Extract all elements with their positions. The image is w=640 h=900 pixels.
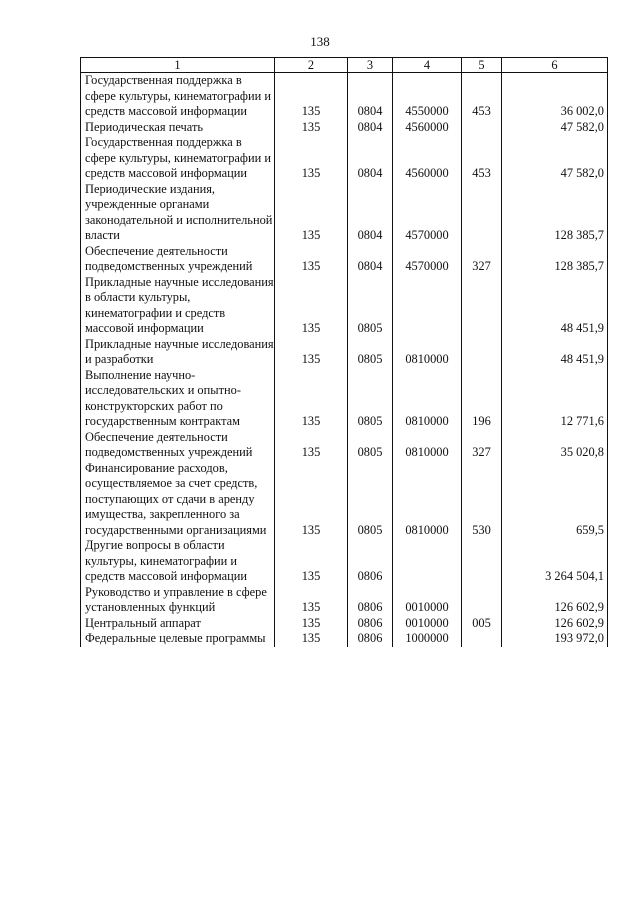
- row-target: [393, 538, 462, 585]
- row-type: [462, 585, 502, 616]
- table-row: [81, 275, 608, 337]
- row-section: 0805: [348, 368, 393, 430]
- row-ministry: 135: [275, 538, 348, 585]
- page-number: 138: [310, 34, 330, 49]
- row-name: Периодическая печать: [81, 120, 275, 136]
- row-type: 005: [462, 616, 502, 632]
- row-type: 196: [462, 368, 502, 430]
- row-ministry: 135: [275, 430, 348, 461]
- row-name: Обеспечение деятельности подведомственных учреждений: [81, 430, 275, 461]
- row-name: Выполнение научно-исследовательских и опытно-конструкторских работ по государственным контрактам: [81, 368, 275, 430]
- row-amount: 193 972,0: [502, 631, 608, 647]
- row-section: 0805: [348, 337, 393, 368]
- row-target: 4550000: [393, 73, 462, 120]
- row-name: Прикладные научные исследования в области культуры, кинематографии и средств массовой информации: [81, 275, 275, 337]
- table-row: [81, 616, 608, 632]
- row-amount: 659,5: [502, 461, 608, 539]
- row-type: [462, 337, 502, 368]
- row-ministry: 135: [275, 244, 348, 275]
- row-section: 0805: [348, 430, 393, 461]
- table-row: [81, 461, 608, 539]
- row-name: Другие вопросы в области культуры, кинематографии и средств массовой информации: [81, 538, 275, 585]
- row-target: 0010000: [393, 616, 462, 632]
- row-name: Прикладные научные исследования и разработки: [81, 337, 275, 368]
- table-row: [81, 631, 608, 647]
- table-row: [81, 538, 608, 585]
- table-row: [81, 73, 608, 120]
- row-ministry: 135: [275, 120, 348, 136]
- header-col-6: 6: [502, 58, 608, 73]
- row-name: Обеспечение деятельности подведомственных учреждений: [81, 244, 275, 275]
- row-section: 0804: [348, 135, 393, 182]
- row-target: 0010000: [393, 585, 462, 616]
- row-type: [462, 538, 502, 585]
- row-target: 0810000: [393, 368, 462, 430]
- row-type: 453: [462, 135, 502, 182]
- row-type: 530: [462, 461, 502, 539]
- row-type: [462, 182, 502, 244]
- row-target: 1000000: [393, 631, 462, 647]
- table-row: [81, 585, 608, 616]
- row-section: 0806: [348, 585, 393, 616]
- table-row: [81, 430, 608, 461]
- row-amount: 48 451,9: [502, 337, 608, 368]
- table-row: [81, 182, 608, 244]
- row-section: 0806: [348, 538, 393, 585]
- row-amount: 47 582,0: [502, 120, 608, 136]
- row-name: Государственная поддержка в сфере культуры, кинематографии и средств массовой информации: [81, 135, 275, 182]
- row-amount: 128 385,7: [502, 244, 608, 275]
- budget-table: [80, 57, 608, 647]
- row-section: 0804: [348, 244, 393, 275]
- row-name: Руководство и управление в сфере установленных функций: [81, 585, 275, 616]
- header-col-1: 1: [81, 58, 275, 73]
- row-amount: 35 020,8: [502, 430, 608, 461]
- header-col-4: 4: [393, 58, 462, 73]
- row-ministry: 135: [275, 585, 348, 616]
- table-row: [81, 244, 608, 275]
- row-ministry: 135: [275, 73, 348, 120]
- row-name: Федеральные целевые программы: [81, 631, 275, 647]
- header-col-3: 3: [348, 58, 393, 73]
- row-ministry: 135: [275, 135, 348, 182]
- table-row: [81, 337, 608, 368]
- header-row: [81, 58, 608, 73]
- row-target: 0810000: [393, 430, 462, 461]
- row-name: Государственная поддержка в сфере культуры, кинематографии и средств массовой информации: [81, 73, 275, 120]
- row-amount: 126 602,9: [502, 616, 608, 632]
- row-name: Центральный аппарат: [81, 616, 275, 632]
- row-section: 0805: [348, 461, 393, 539]
- row-type: 327: [462, 244, 502, 275]
- row-name: Периодические издания, учрежденные органами законодательной и исполнительной власти: [81, 182, 275, 244]
- table-row: [81, 135, 608, 182]
- row-amount: 47 582,0: [502, 135, 608, 182]
- row-section: 0805: [348, 275, 393, 337]
- row-ministry: 135: [275, 631, 348, 647]
- row-type: [462, 275, 502, 337]
- table-body: [81, 73, 608, 647]
- row-section: 0806: [348, 616, 393, 632]
- row-ministry: 135: [275, 337, 348, 368]
- table-row: [81, 368, 608, 430]
- row-amount: 48 451,9: [502, 275, 608, 337]
- header-col-5: 5: [462, 58, 502, 73]
- table-header: [81, 58, 608, 73]
- row-type: 327: [462, 430, 502, 461]
- row-ministry: 135: [275, 616, 348, 632]
- row-target: 4570000: [393, 182, 462, 244]
- row-target: 4570000: [393, 244, 462, 275]
- row-section: 0806: [348, 631, 393, 647]
- row-amount: 128 385,7: [502, 182, 608, 244]
- row-amount: 126 602,9: [502, 585, 608, 616]
- header-col-2: 2: [275, 58, 348, 73]
- row-ministry: 135: [275, 368, 348, 430]
- row-type: [462, 631, 502, 647]
- row-amount: 36 002,0: [502, 73, 608, 120]
- row-ministry: 135: [275, 182, 348, 244]
- row-ministry: 135: [275, 275, 348, 337]
- row-section: 0804: [348, 120, 393, 136]
- row-type: [462, 120, 502, 136]
- row-section: 0804: [348, 182, 393, 244]
- table-row: [81, 120, 608, 136]
- row-ministry: 135: [275, 461, 348, 539]
- row-type: 453: [462, 73, 502, 120]
- row-amount: 12 771,6: [502, 368, 608, 430]
- row-target: 0810000: [393, 337, 462, 368]
- row-target: 0810000: [393, 461, 462, 539]
- row-name: Финансирование расходов, осуществляемое за счет средств, поступающих от сдачи в аренду имущества, закрепленного за государственными организациями: [81, 461, 275, 539]
- row-target: 4560000: [393, 135, 462, 182]
- row-target: [393, 275, 462, 337]
- row-amount: 3 264 504,1: [502, 538, 608, 585]
- row-section: 0804: [348, 73, 393, 120]
- row-target: 4560000: [393, 120, 462, 136]
